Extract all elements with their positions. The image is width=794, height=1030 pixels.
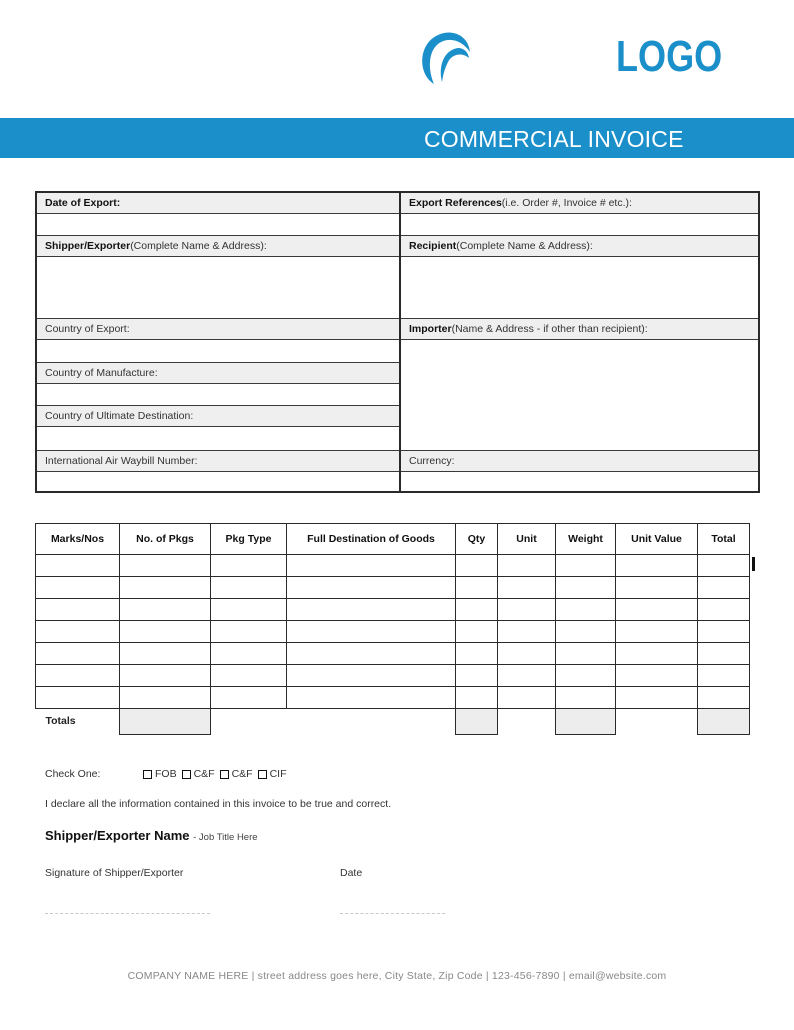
col-header: Unit — [498, 524, 556, 555]
table-cell[interactable] — [556, 555, 616, 577]
table-cell[interactable] — [698, 555, 750, 577]
table-row — [36, 555, 750, 577]
col-header: Marks/Nos — [36, 524, 120, 555]
table-cell[interactable] — [211, 577, 287, 599]
total-weight-cell[interactable] — [556, 709, 616, 735]
table-cell[interactable] — [287, 687, 456, 709]
country-of-export-label: Country of Export: — [37, 319, 399, 340]
table-row — [36, 599, 750, 621]
table-cell[interactable] — [616, 643, 698, 665]
shipper-label: Shipper/Exporter(Complete Name & Address): — [37, 236, 399, 257]
checkbox-icon[interactable] — [182, 770, 191, 779]
waybill-label: International Air Waybill Number: — [37, 451, 399, 472]
table-cell[interactable] — [36, 665, 120, 687]
page-title: COMMERCIAL INVOICE — [424, 126, 684, 152]
col-header: Weight — [556, 524, 616, 555]
table-cell[interactable] — [36, 555, 120, 577]
declaration-text: I declare all the information contained in this invoice to be true and correct. — [45, 798, 392, 810]
cf-option-2[interactable]: C&F — [220, 768, 253, 780]
table-row — [36, 687, 750, 709]
table-cell[interactable] — [287, 577, 456, 599]
job-title: - Job Title Here — [193, 832, 258, 843]
cf-option[interactable]: C&F — [182, 768, 215, 780]
table-cell[interactable] — [556, 687, 616, 709]
table-cell[interactable] — [556, 577, 616, 599]
currency-label: Currency: — [401, 451, 758, 472]
table-cell[interactable] — [698, 687, 750, 709]
table-cell[interactable] — [456, 687, 498, 709]
cif-option[interactable]: CIF — [258, 768, 287, 780]
table-row — [36, 621, 750, 643]
signature-label: Signature of Shipper/Exporter — [45, 867, 184, 879]
footer-contact: COMPANY NAME HERE | street address goes here, City State, Zip Code | 123-456-7890 | email@website.com — [127, 970, 667, 982]
table-cell[interactable] — [211, 687, 287, 709]
table-cell[interactable] — [698, 621, 750, 643]
table-cell[interactable] — [211, 555, 287, 577]
total-qty-cell[interactable] — [456, 709, 498, 735]
logo-swoosh-icon — [412, 28, 472, 86]
table-cell[interactable] — [211, 665, 287, 687]
table-cell[interactable] — [120, 643, 211, 665]
text-cursor — [752, 557, 755, 571]
table-cell[interactable] — [120, 665, 211, 687]
table-cell[interactable] — [120, 621, 211, 643]
destination-country-label: Country of Ultimate Destination: — [37, 406, 399, 427]
totals-label: Totals — [45, 715, 76, 727]
checkbox-icon[interactable] — [143, 770, 152, 779]
goods-table — [35, 523, 750, 735]
importer-label: Importer(Name & Address - if other than recipient): — [401, 319, 758, 340]
title-band — [0, 118, 794, 158]
table-cell[interactable] — [456, 665, 498, 687]
table-cell[interactable] — [211, 643, 287, 665]
table-cell[interactable] — [456, 643, 498, 665]
table-cell[interactable] — [498, 621, 556, 643]
table-cell[interactable] — [698, 577, 750, 599]
table-cell[interactable] — [556, 665, 616, 687]
table-cell[interactable] — [556, 643, 616, 665]
shipment-info-grid — [35, 191, 760, 493]
table-cell[interactable] — [616, 555, 698, 577]
table-cell[interactable] — [498, 687, 556, 709]
table-cell[interactable] — [287, 621, 456, 643]
table-row — [36, 665, 750, 687]
grand-total-cell[interactable] — [698, 709, 750, 735]
table-cell[interactable] — [556, 599, 616, 621]
table-cell[interactable] — [616, 665, 698, 687]
table-cell[interactable] — [36, 687, 120, 709]
table-cell[interactable] — [211, 621, 287, 643]
table-cell[interactable] — [616, 599, 698, 621]
totals-row — [36, 709, 750, 735]
table-cell[interactable] — [120, 599, 211, 621]
logo-text: LOGO — [616, 32, 723, 81]
table-cell[interactable] — [36, 643, 120, 665]
table-cell[interactable] — [456, 555, 498, 577]
total-packages-cell[interactable] — [120, 709, 211, 735]
recipient-label: Recipient(Complete Name & Address): — [401, 236, 758, 257]
table-cell[interactable] — [287, 599, 456, 621]
table-cell[interactable] — [456, 621, 498, 643]
goods-header-row — [36, 524, 750, 555]
export-references-label: Export References(i.e. Order #, Invoice # etc.): — [401, 193, 758, 214]
fob-option[interactable]: FOB — [143, 768, 177, 780]
shipper-name: Shipper/Exporter Name - Job Title Here — [45, 828, 258, 843]
recipient-field[interactable] — [401, 257, 758, 319]
date-line[interactable] — [340, 913, 445, 914]
table-cell[interactable] — [120, 555, 211, 577]
table-cell[interactable] — [616, 621, 698, 643]
table-cell[interactable] — [287, 643, 456, 665]
shipper-field[interactable] — [37, 257, 399, 319]
col-header: Unit Value — [616, 524, 698, 555]
table-row — [36, 577, 750, 599]
table-cell[interactable] — [36, 599, 120, 621]
importer-field[interactable] — [401, 340, 758, 451]
table-cell[interactable] — [211, 599, 287, 621]
table-cell[interactable] — [616, 577, 698, 599]
table-cell[interactable] — [36, 621, 120, 643]
table-cell[interactable] — [287, 555, 456, 577]
table-cell[interactable] — [120, 687, 211, 709]
waybill-field[interactable] — [37, 472, 399, 491]
check-one-label: Check One: — [45, 768, 101, 780]
col-header: Qty — [456, 524, 498, 555]
date-of-export-field[interactable] — [37, 214, 399, 236]
table-cell[interactable] — [498, 643, 556, 665]
incoterm-check-row — [45, 768, 292, 780]
table-cell[interactable] — [616, 687, 698, 709]
date-label: Date — [340, 867, 363, 879]
table-cell[interactable] — [287, 665, 456, 687]
table-cell[interactable] — [698, 643, 750, 665]
table-cell[interactable] — [120, 577, 211, 599]
checkbox-icon[interactable] — [258, 770, 267, 779]
table-cell[interactable] — [456, 577, 498, 599]
table-cell[interactable] — [36, 577, 120, 599]
country-of-export-field[interactable] — [37, 340, 399, 363]
currency-field[interactable] — [401, 472, 758, 491]
table-cell[interactable] — [698, 665, 750, 687]
col-header: Full Destination of Goods — [287, 524, 456, 555]
table-cell[interactable] — [498, 665, 556, 687]
destination-country-field[interactable] — [37, 427, 399, 451]
export-references-field[interactable] — [401, 214, 758, 236]
table-row — [36, 643, 750, 665]
col-header: Pkg Type — [211, 524, 287, 555]
table-cell[interactable] — [498, 599, 556, 621]
table-cell[interactable] — [498, 577, 556, 599]
signature-line[interactable] — [45, 913, 210, 914]
table-cell[interactable] — [498, 555, 556, 577]
table-cell[interactable] — [556, 621, 616, 643]
country-of-manufacture-label: Country of Manufacture: — [37, 363, 399, 384]
col-header: No. of Pkgs — [120, 524, 211, 555]
date-of-export-label: Date of Export: — [37, 193, 399, 214]
checkbox-icon[interactable] — [220, 770, 229, 779]
table-cell[interactable] — [698, 599, 750, 621]
country-of-manufacture-field[interactable] — [37, 384, 399, 406]
table-cell[interactable] — [456, 599, 498, 621]
col-header: Total — [698, 524, 750, 555]
